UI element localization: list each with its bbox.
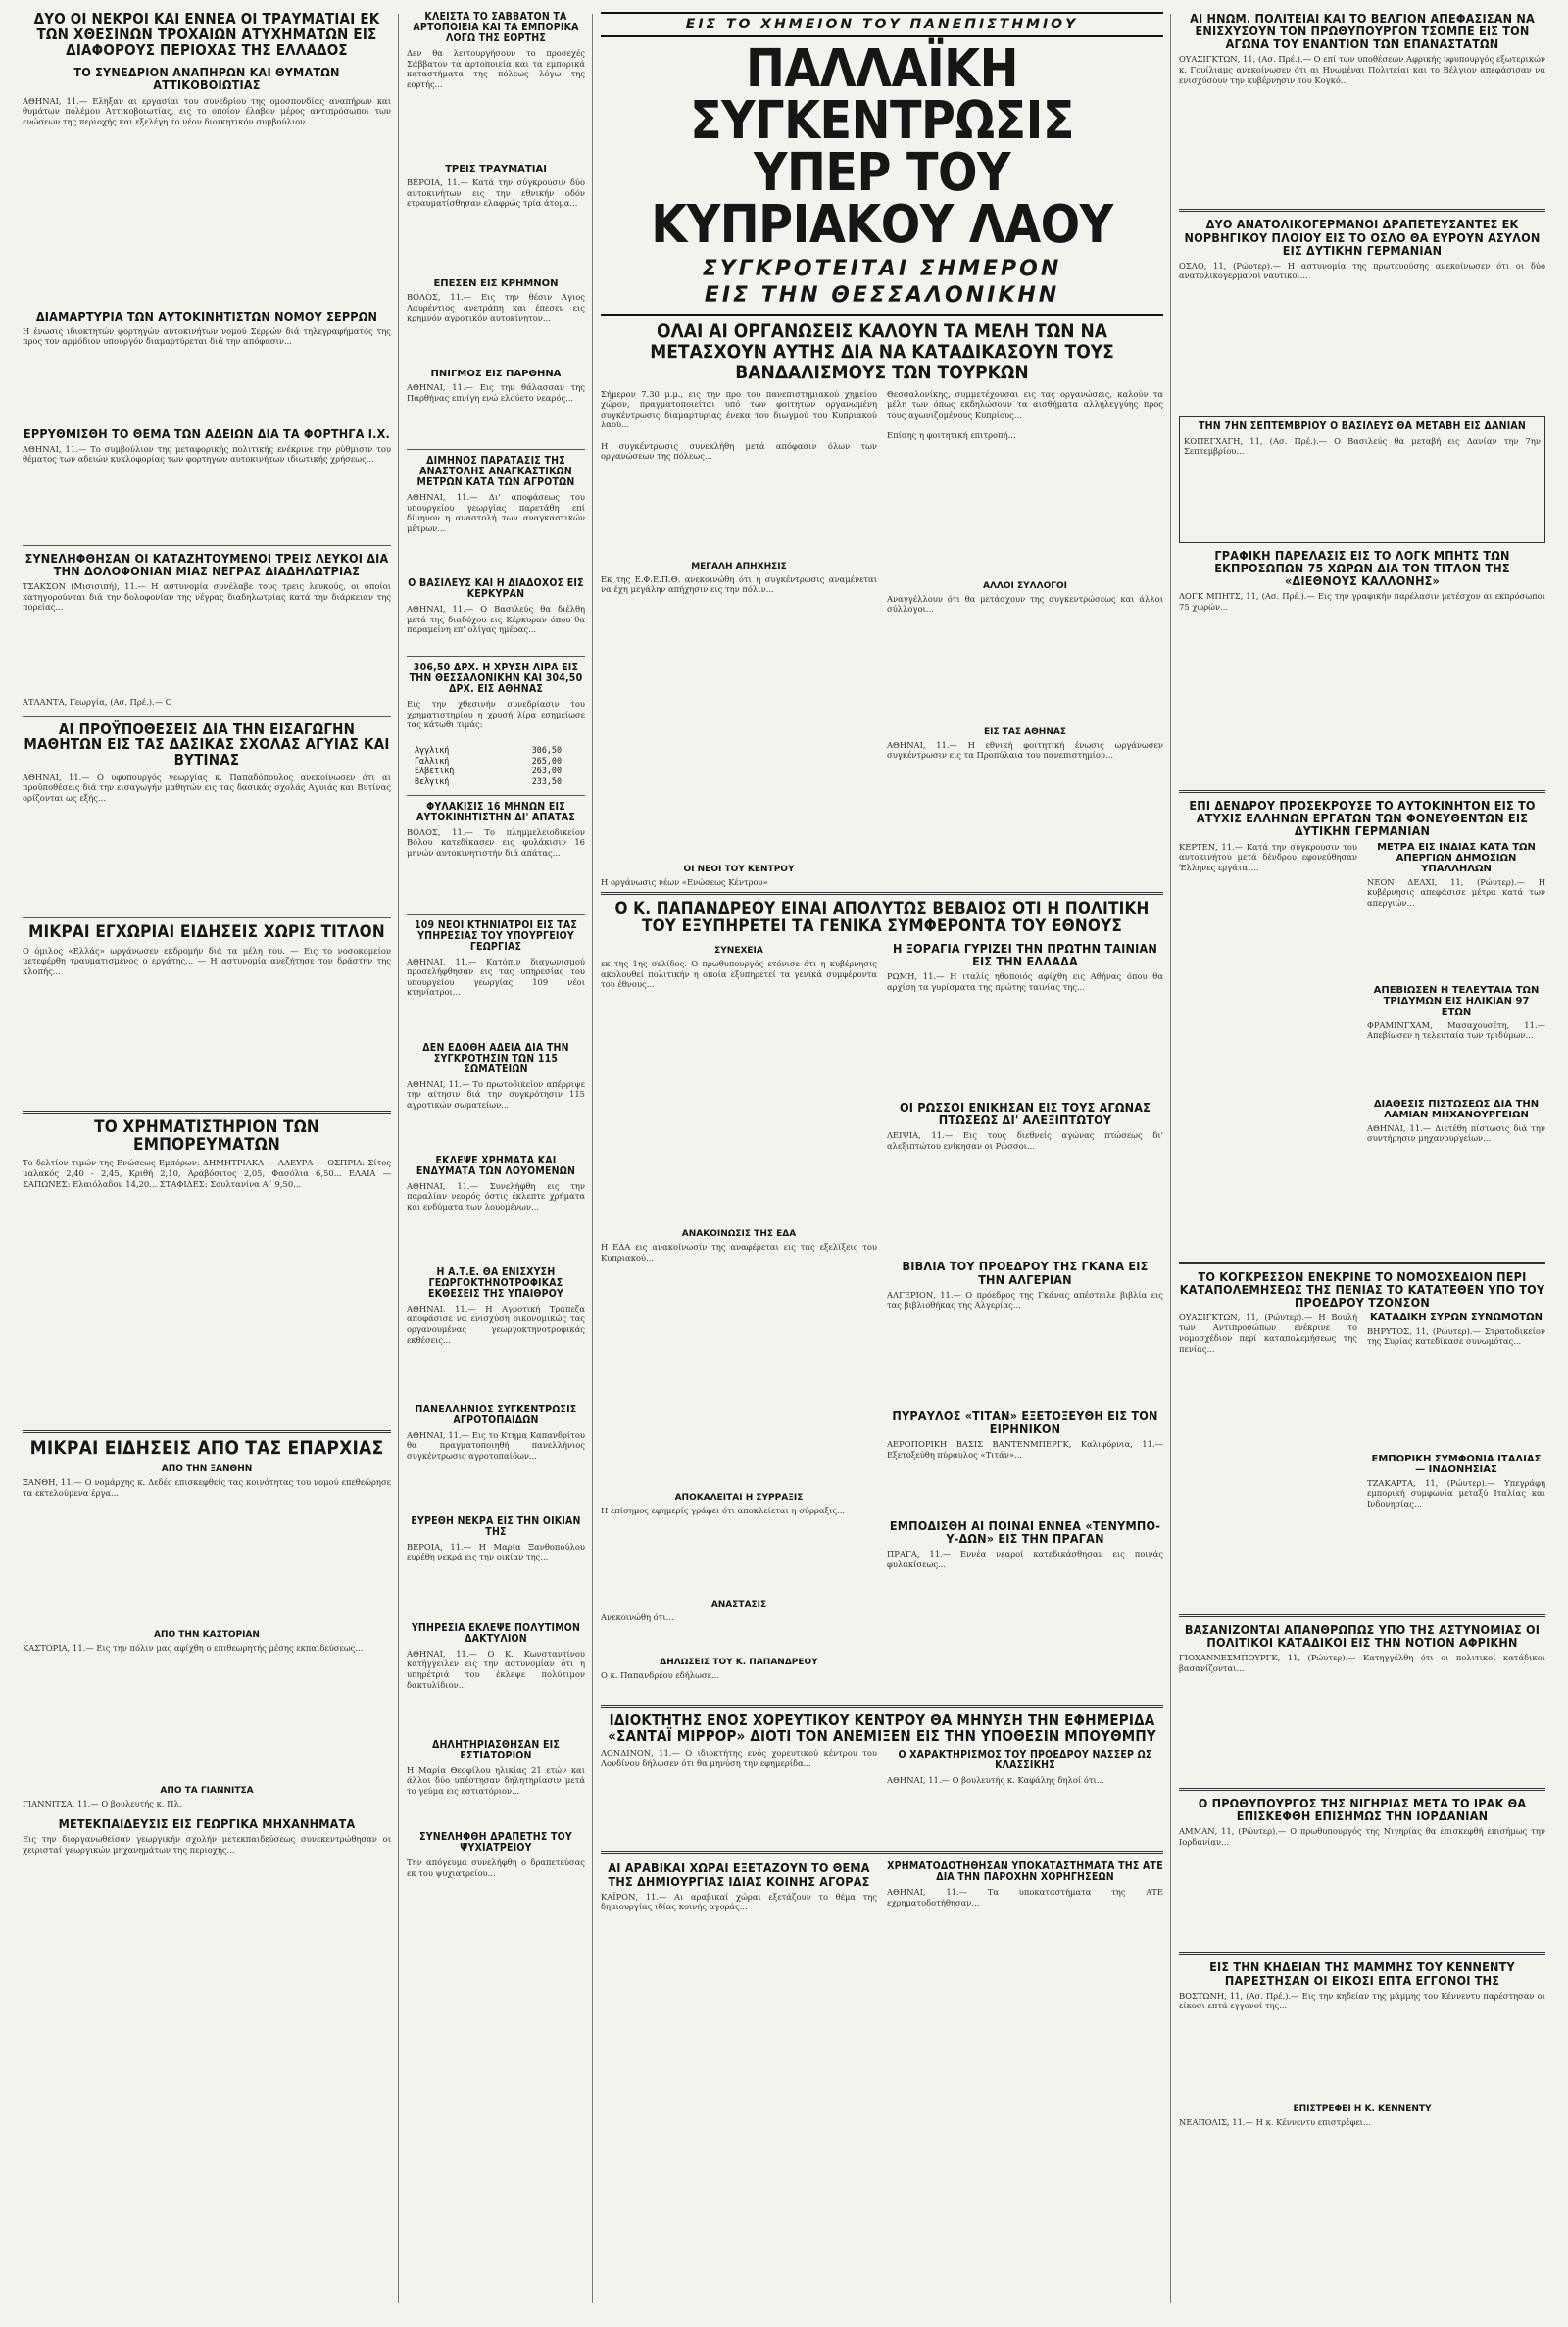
section-label: ΔΗΛΩΣΕΙΣ ΤΟΥ Κ. ΠΑΠΑΝΔΡΕΟΥ <box>660 1657 818 1667</box>
lead-body-left-column <box>601 388 880 888</box>
headline: ΑΙ ΠΡΟΫΠΟΘΕΣΕΙΣ ΔΙΑ ΤΗΝ ΕΙΣΑΓΩΓΗΝ ΜΑΘΗΤΩΝ ΕΙΣ ΤΑΣ ΔΑΣΙΚΑΣ ΣΧΟΛΑΣ ΑΓΥΙΑΣ ΚΑΙ ΒΥΤΙΝΑΣ <box>24 719 390 769</box>
article-body: ΟΥΑΣΙΓΚΤΩΝ, 11, (Ασ. Πρέ.).— Ο επί των υποθέσεων Αφρικής υφυπουργός εξωτερικών κ. Γουίλιαμς ανεκοίνωσεν ότι αι Ηνωμέναι Πολιτείαι και το Βέλγιον απεφάσισαν να ενισχύσουν την κυβέρνησιν του Κογκό... <box>1179 54 1548 85</box>
article <box>407 1403 588 1509</box>
lead-body-right-column <box>887 388 1166 888</box>
column-4 <box>1171 10 1553 2307</box>
section-label: ΜΕΓΑΛΗ ΑΠΗΧΗΣΙΣ <box>691 561 787 571</box>
headline: Ο Κ. ΠΑΠΑΝΔΡΕΟΥ ΕΙΝΑΙ ΑΠΟΛΥΤΩΣ ΒΕΒΑΙΟΣ ΟΤΙ Η ΠΟΛΙΤΙΚΗ ΤΟΥ ΕΞΥΠΗΡΕΤΕΙ ΤΑ ΓΕΝΙΚΑ ΣΥΜΦΕΡΟΝΤΑ ΤΟΥ ΕΘΝΟΥΣ <box>614 899 1150 937</box>
left-subcolumn <box>601 1748 880 1846</box>
headline: ΠΝΙΓΜΟΣ ΕΙΣ ΠΑΡΘΗΝΑ <box>430 369 562 380</box>
divider <box>407 914 585 915</box>
article-body: ΑΛΓΕΡΙΟΝ, 11.— Ο πρόεδρος της Γκάνας απέστειλε βιβλία εις τας βιβλιοθήκας της Αλγερίας... <box>887 1289 1166 1311</box>
headline: ΦΥΛΑΚΙΣΙΣ 16 ΜΗΝΩΝ ΕΙΣ ΑΥΤΟΚΙΝΗΤΙΣΤΗΝ ΔΙ' ΑΠΑΤΑΣ <box>416 800 575 823</box>
article <box>407 278 588 361</box>
article-body: ΒΕΡΟΙΑ, 11.— Κατά την σύγκρουσιν δύο αυτοκινήτων εις την εθνικήν οδόν ετραυματίσθησαν ελαφρώς τρία άτομα... <box>407 177 588 209</box>
section-label: ΑΠΟ ΤΗΝ ΞΑΝΘΗΝ <box>161 1464 253 1475</box>
article <box>1179 11 1548 201</box>
article-body: ΛΕΙΨΙΑ, 11.— Εις τους διεθνείς αγώνας πτώσεως δι' αλεξιπτώτου ενίκησαν οι Ρώσσοι... <box>887 1130 1166 1152</box>
headline: ΔΙΑΘΕΣΙΣ ΠΙΣΤΩΣΕΩΣ ΔΙΑ ΤΗΝ ΛΑΜΙΑΝ ΜΗΧΑΝΟΥΡΓΕΙΩΝ <box>1373 1098 1540 1120</box>
right-subcolumn <box>887 1859 1166 1999</box>
left-subcolumn <box>1179 1312 1360 1607</box>
article-body: ΑΘΗΝΑΙ, 11.— Συνελήφθη εις την παραλίαν νεαρός όστις έκλεπτε χρήματα και ενδύματα των λουομένων... <box>407 1180 588 1212</box>
article-body: ΑΘΗΝΑΙ, 11.— Ο Κ. Κωνσταντίνου κατήγγειλεν εις την αστυνομίαν ότι η υπηρέτριά του έκλεψε πολύτιμον δακτυλίδιον... <box>407 1648 588 1690</box>
section-label: ΑΝΑΚΟΙΝΩΣΙΣ ΤΗΣ ΕΔΑ <box>681 1228 797 1239</box>
section-label: ΑΠΟ ΤΗΝ ΚΑΣΤΟΡΙΑΝ <box>154 1630 260 1641</box>
headline: 109 ΝΕΟΙ ΚΤΗΝΙΑΤΡΟΙ ΕΙΣ ΤΑΣ ΥΠΗΡΕΣΙΑΣ ΤΟΥ ΥΠΟΥΡΓΕΙΟΥ ΓΕΩΡΓΙΑΣ <box>414 918 578 953</box>
rate-value: 263,00 <box>531 766 562 776</box>
article <box>407 1041 588 1148</box>
article-body: ΑΘΗΝΑΙ, 11.— Ο υφυπουργός γεωργίας κ. Παπαδόπουλος ανεκοίνωσεν ότι αι προϋποθέσεις διά την εισαγωγήν μαθητών εις τας δασικάς σχολάς Αγυιάς και Βυτίνας ορίζονται ως εξής... <box>23 771 394 804</box>
left-subcolumn <box>601 940 880 1700</box>
article-body: ΦΡΑΜΙΝΓΧΑΜ, Μασαχουσέτη, 11.— Απεβίωσεν η τελευταία των τριδύμων... <box>1367 1019 1548 1041</box>
headline: ΚΛΕΙΣΤΑ ΤΟ ΣΑΒΒΑΤΟΝ ΤΑ ΑΡΤΟΠΟΙΕΙΑ ΚΑΙ ΤΑ ΕΜΠΟΡΙΚΑ ΛΟΓΩ ΤΗΣ ΕΟΡΤΗΣ <box>413 11 579 45</box>
headline: ΔΙΑΜΑΡΤΥΡΙΑ ΤΩΝ ΑΥΤΟΚΙΝΗΤΙΣΤΩΝ ΝΟΜΟΥ ΣΕΡΡΩΝ <box>35 308 378 323</box>
article-body: ΑΘΗΝΑΙ, 11.— Η Αγροτική Τράπεζα αποφάσισε να ενισχύση οικονομικώς τας οργανουμένας γεωργοκτηνοτροφικάς εκθέσεις... <box>407 1303 588 1345</box>
headline: ΣΥΝΕΛΗΦΘΗΣΑΝ ΟΙ ΚΑΤΑΖΗΤΟΥΜΕΝΟΙ ΤΡΕΙΣ ΛΕΥΚΟΙ ΔΙΑ ΤΗΝ ΔΟΛΟΦΟΝΙΑΝ ΜΙΑΣ ΝΕΓΡΑΣ ΔΙΑΔΗΛΩΤΡΙΑΣ <box>24 550 389 578</box>
article-columns <box>1179 1312 1548 1607</box>
main-headline-line-2: ΥΠΕΡ ΤΟΥ ΚΥΠΡΙΑΚΟΥ ΛΑΟΥ <box>651 143 1113 255</box>
headline: ΔΗΛΗΤΗΡΙΑΣΘΗΣΑΝ ΕΙΣ ΕΣΤΙΑΤΟΡΙΟΝ <box>431 1738 561 1761</box>
article-body: ΑΘΗΝΑΙ, 11.— Δι' αποφάσεως του υπουργείου γεωργίας παρετάθη επί δίμηνον η αναστολή των αναγκαστικών μέτρων... <box>407 492 588 533</box>
article-body: Εις την χθεσινήν συνεδρίασιν του χρηματιστηρίου η χρυσή λίρα εσημείωσε τας κάτωθι τιμάς: <box>407 699 588 730</box>
headline: ΕΥΡΕΘΗ ΝΕΚΡΑ ΕΙΣ ΤΗΝ ΟΙΚΙΑΝ ΤΗΣ <box>411 1514 581 1538</box>
headline: ΤΟ ΧΡΗΜΑΤΙΣΤΗΡΙΟΝ ΤΩΝ ΕΜΠΟΡΕΥΜΑΤΩΝ <box>94 1116 319 1155</box>
divider <box>601 1705 1163 1708</box>
headline: ΙΔΙΟΚΤΗΤΗΣ ΕΝΟΣ ΧΟΡΕΥΤΙΚΟΥ ΚΕΝΤΡΟΥ ΘΑ ΜΗΝΥΣΗ ΤΗΝ ΕΦΗΜΕΡΙΔΑ «ΣΑΝΤΑΪ ΜΙΡΡΟΡ» ΔΙΟΤΙ ΤΟΝ ΑΝΕΜΙΞΕΝ ΕΙΣ ΤΗΝ ΥΠΟΘΕΣΙΝ ΜΠΟΥΘΜΠΥ <box>608 1710 1156 1745</box>
article <box>407 918 588 1035</box>
headline: ΑΠΕΒΙΩΣΕΝ Η ΤΕΛΕΥΤΑΙΑ ΤΩΝ ΤΡΙΔΥΜΩΝ ΕΙΣ ΗΛΙΚΙΑΝ 97 ΕΤΩΝ <box>1373 984 1540 1017</box>
divider <box>23 1111 391 1114</box>
article-body: ΚΕΡΤΕΝ, 11.— Κατά την σύγκρουσιν του αυτοκινήτου μετά δένδρου εφονεύθησαν Έλληνες εργάται... <box>1179 841 1360 872</box>
lead-subheadline: ΟΛΑΙ ΑΙ ΟΡΓΑΝΩΣΕΙΣ ΚΑΛΟΥΝ ΤΑ ΜΕΛΗ ΤΩΝ ΝΑ ΜΕΤΑΣΧΟΥΝ ΑΥΤΗΣ ΔΙΑ ΝΑ ΚΑΤΑΔΙΚΑΣΟΥΝ ΤΟΥΣ ΒΑΝΔΑΛΙΣΜΟΥΣ ΤΩΝ ΤΟΥΡΚΩΝ <box>650 321 1114 383</box>
article-body: ΚΑΪΡΟΝ, 11.— Αι αραβικαί χώραι εξετάζουν το θέμα της δημιουργίας ιδίας κοινής αγοράς... <box>601 1891 880 1912</box>
headline: ΕΡΡΥΘΜΙΣΘΗ ΤΟ ΘΕΜΑ ΤΩΝ ΑΔΕΙΩΝ ΔΙΑ ΤΑ ΦΟΡΤΗΓΑ Ι.Χ. <box>24 425 390 441</box>
rate-value: 306,50 <box>531 745 562 756</box>
article <box>23 550 394 708</box>
headline: ΥΠΗΡΕΣΙΑ ΕΚΛΕΨΕ ΠΟΛΥΤΙΜΟΝ ΔΑΚΤΥΛΙΟΝ <box>411 1621 581 1645</box>
section-label: ΑΠΟΚΑΛΕΙΤΑΙ Η ΣΥΡΡΑΞΙΣ <box>674 1492 804 1503</box>
article <box>407 164 588 271</box>
article-body: ΑΘΗΝΑΙ, 11.— Η εθνική φοιτητική ένωσις ωργάνωσεν συγκέντρωσιν εις τα Προπύλαια του πανεπιστημίου... <box>887 739 1166 761</box>
article <box>407 11 588 156</box>
article-body: ΒΕΡΟΙΑ, 11.— Η Μαρία Ξανθοπούλου ευρέθη νεκρά εις την οικίαν της... <box>407 1541 588 1562</box>
headline: ΣΥΝΕΛΗΦΘΗ ΔΡΑΠΕΤΗΣ ΤΟΥ ΨΥΧΙΑΤΡΕΙΟΥ <box>419 1830 572 1854</box>
article <box>1179 1959 1548 2195</box>
article <box>23 921 394 1103</box>
article-body: Την απόγευμα συνελήφθη ο δραπετεύσας εκ του ψυχιατρείου... <box>407 1857 588 1878</box>
headline: Ο ΒΑΣΙΛΕΥΣ ΚΑΙ Η ΔΙΑΔΟΧΟΣ ΕΙΣ ΚΕΡΚΥΡΑΝ <box>408 577 584 601</box>
headline: ΔΥΟ ΑΝΑΤΟΛΙΚΟΓΕΡΜΑΝΟΙ ΔΡΑΠΕΤΕΥΣΑΝΤΕΣ ΕΚ ΝΟΡΒΗΓΙΚΟΥ ΠΛΟΙΟΥ ΕΙΣ ΤΟ ΟΣΛΟ ΘΑ ΕΥΡΟΥΝ ΑΣΥΛΟΝ ΕΙΣ ΔΥΤΙΚΗΝ ΓΕΡΜΑΝΙΑΝ <box>1184 217 1541 258</box>
article-body: ΓΙΑΝΝΙΤΣΑ, 11.— Ο βουλευτής κ. Πλ. <box>23 1799 182 1809</box>
article-columns <box>601 1859 1166 1999</box>
article-body: ΑΘΗΝΑΙ, 11.— Διετέθη πίστωσις διά την συντήρησιν μηχανουργείων... <box>1367 1122 1548 1144</box>
article-body: ΝΕΟΝ ΔΕΛΧΙ, 11, (Ρώυτερ).— Η κυβέρνησις απεφάσισε μέτρα κατά των απεργιών... <box>1367 876 1548 908</box>
article-body: Η επίσημος εφημερίς γράφει ότι αποκλείεται η σύρραξις... <box>601 1505 846 1515</box>
headline: ΕΠΕΣΕΝ ΕΙΣ ΚΡΗΜΝΟΝ <box>433 278 559 290</box>
section-label: ΑΠΟ ΤΑ ΓΙΑΝΝΙΤΣΑ <box>160 1786 254 1797</box>
headline: ΕΜΠΟΡΙΚΗ ΣΥΜΦΩΝΙΑ ΙΤΑΛΙΑΣ — ΙΝΔΟΝΗΣΙΑΣ <box>1371 1453 1542 1475</box>
gold-sovereign-rates <box>415 745 585 786</box>
divider <box>1179 1262 1545 1264</box>
divider <box>601 1851 1163 1854</box>
headline: ΕΚΛΕΨΕ ΧΡΗΜΑΤΑ ΚΑΙ ΕΝΔΥΜΑΤΑ ΤΩΝ ΛΟΥΟΜΕΝΩΝ <box>416 1154 576 1177</box>
article-body: Ανεκοινώθη ότι... <box>601 1611 674 1622</box>
article-body: ΑΕΡΟΠΟΡΙΚΗ ΒΑΣΙΣ ΒΑΝΤΕΝΜΠΕΡΓΚ, Καλιφόρνια, 11.— Εξετοξεύθη πύραυλος «Τιτάν»... <box>887 1438 1166 1460</box>
article-body: Εκ της Ε.Φ.Ε.Π.Θ. ανεκοινώθη ότι η συγκέντρωσις αναμένεται να έχη μεγάλην απήχησιν εις την πόλιν... <box>601 573 880 595</box>
article-body: ΑΘΗΝΑΙ, 11.— Εις την θάλασσαν της Παρθήνας επνίγη ενώ ελούετο νεαρός... <box>407 382 588 403</box>
article-body: Η Μαρία Θεοφίλου ηλικίας 21 ετών και άλλοι δύο υπέστησαν δηλητηρίασιν μετά το γεύμα εις εστιατόριον... <box>407 1764 588 1797</box>
article-body: ΑΘΗΝΑΙ, 11.— Εληξαν αι εργασίαι του συνεδρίου της ομοσπονδίας αναπήρων και θυμάτων πολέμου Αττικοβοιωτίας, εις το οποίον έλαβον μέρος αντιπρόσωποι των ενώσεων της περιοχής και εξελέγη το νέον διοικητικόν συμβούλιον... <box>23 95 394 126</box>
right-subcolumn <box>887 1748 1163 1846</box>
article <box>23 719 394 910</box>
article-body: ΑΘΗΝΑΙ, 11.— Ο βουλευτής κ. Καφάλης δηλοί ότι... <box>887 1775 1104 1786</box>
rate-row <box>415 756 562 767</box>
rate-value: 233,50 <box>531 775 562 786</box>
article <box>23 425 394 537</box>
newspaper-page <box>15 10 1553 2307</box>
article-body: Η ΕΔΑ εις ανακοίνωσίν της αναφέρεται εις τας εξελίξεις του Κυπριακού... <box>601 1241 880 1263</box>
deck <box>601 257 1163 316</box>
headline: ΜΙΚΡΑΙ ΕΓΧΩΡΙΑΙ ΕΙΔΗΣΕΙΣ ΧΩΡΙΣ ΤΙΤΛΟΝ <box>28 921 385 942</box>
article <box>1179 1621 1548 1780</box>
headline: ΑΙ ΑΡΑΒΙΚΑΙ ΧΩΡΑΙ ΕΞΕΤΑΖΟΥΝ ΤΟ ΘΕΜΑ ΤΗΣ ΔΗΜΙΟΥΡΓΙΑΣ ΙΔΙΑΣ ΚΟΙΝΗΣ ΑΓΟΡΑΣ <box>608 1860 870 1889</box>
article <box>407 1514 588 1615</box>
article-body: εκ της 1ης σελίδος. Ο πρωθυπουργός ετόνισε ότι η κυβέρνησις ακολουθεί πολιτικήν η οποία εξυπηρετεί τα γενικά συμφέροντα του έθνους... <box>601 958 880 990</box>
article <box>23 1815 394 1961</box>
rate-name: Βελγική <box>415 775 450 786</box>
divider <box>407 656 585 657</box>
article-body: ΤΖΑΚΑΡΤΑ, 11, (Ρώυτερ).— Υπεγράφη εμπορική συμφωνία μεταξύ Ιταλίας και Ινδονησίας... <box>1367 1477 1548 1510</box>
article-body: Το δελτίον τιμών της Ενώσεως Εμπόρων: ΔΗΜΗΤΡΙΑΚΑ — ΑΛΕΥΡΑ — ΟΣΠΡΙΑ: Σίτος μαλακός 2,40 - 2,45, Κριθή 2,10, Αραβόσιτος 2,05, Φασόλια 6,50... ΕΛΑΙΑ — ΣΑΠΩΝΕΣ: Ελαιόλαδον 14,20... ΣΤΑΦΙΔΕΣ: Σουλτανίνα Α΄ 9,50... <box>23 1158 394 1189</box>
section-label: ΕΠΙΣΤΡΕΦΕΙ Η Κ. ΚΕΝΝΕΝΤΥ <box>1293 2104 1432 2114</box>
article-body: ΓΙΟΧΑΝΝΕΣΜΠΟΥΡΓΚ, 11, (Ρώυτερ).— Κατηγγέλθη ότι οι πολιτικοί κατάδικοι βασανίζονται... <box>1179 1653 1548 1673</box>
article-body: Δεν θα λειτουργήσουν το προσεχές Σάββατον τα αρτοποιεία και τα εμπορικά καταστήματα της πόλεως λόγω της εορτής... <box>407 48 588 89</box>
headline: Ο ΠΡΩΘΥΠΟΥΡΓΟΣ ΤΗΣ ΝΙΓΗΡΙΑΣ ΜΕΤΑ ΤΟ ΙΡΑΚ ΘΑ ΕΠΙΣΚΕΦΘΗ ΕΠΙΣΗΜΩΣ ΤΗΝ ΙΟΡΔΑΝΙΑΝ <box>1198 1796 1527 1824</box>
article-body: ΒΗΡΥΤΟΣ, 11, (Ρώυτερ).— Στρατοδικείον της Συρίας κατεδίκασε συνωμότας... <box>1367 1325 1548 1347</box>
article <box>23 12 391 58</box>
headline: Η ΞΟΡΑΓΙΑ ΓΥΡΙΖΕΙ ΤΗΝ ΠΡΩΤΗΝ ΤΑΙΝΙΑΝ ΕΙΣ ΤΗΝ ΕΛΛΑΔΑ <box>892 940 1158 969</box>
headline: ΒΑΣΑΝΙΖΟΝΤΑΙ ΑΠΑΝΘΡΩΠΩΣ ΥΠΟ ΤΗΣ ΑΣΤΥΝΟΜΙΑΣ ΟΙ ΠΟΛΙΤΙΚΟΙ ΚΑΤΑΔΙΚΟΙ ΕΙΣ ΤΗΝ ΝΟΤΙΟΝ ΑΦΡΙΚΗΝ <box>1184 1621 1541 1651</box>
article-body: Αναγγέλλουν ότι θα μετάσχουν της συγκεντρώσεως και άλλοι σύλλογοι... <box>887 593 1166 615</box>
article <box>407 455 588 570</box>
right-subcolumn <box>887 940 1166 1700</box>
rate-name: Γαλλική <box>415 755 450 766</box>
article <box>407 577 588 648</box>
column-1 <box>15 10 399 2307</box>
divider <box>23 716 391 717</box>
headline: 306,50 ΔΡΧ. Η ΧΡΥΣΗ ΛΙΡΑ ΕΙΣ ΤΗΝ ΘΕΣΣΑΛΟΝΙΚΗΝ ΚΑΙ 304,50 ΔΡΧ. ΕΙΣ ΑΘΗΝΑΣ <box>409 662 583 696</box>
section-label: ΕΙΣ ΤΑΣ ΑΘΗΝΑΣ <box>984 726 1066 737</box>
rate-row <box>415 766 562 776</box>
article-body: Η ένωσις ιδιοκτητών φορτηγών αυτοκινήτων νομού Σερρών διά τηλεγραφήματός της προς τον αρμόδιον υπουργόν διαμαρτύρεται διά την απόφασιν... <box>23 325 394 347</box>
lead-body-columns <box>601 388 1166 888</box>
section-label: ΣΥΝΕΧΕΙΑ <box>714 945 763 956</box>
divider <box>1179 790 1545 793</box>
article-body: ΚΟΠΕΓΧΑΓΗ, 11, (Ασ. Πρέ.).— Ο Βασιλεύς θα μεταβή εις Δανίαν την 7ην Σεπτεμβρίου... <box>1184 435 1544 457</box>
article <box>1179 547 1548 782</box>
article <box>23 1116 394 1423</box>
article-body: ΒΟΣΤΩΝΗ, 11, (Ασ. Πρέ.).— Εις την κηδείαν της μάμμης του Κέννεντυ παρέστησαν οι είκοσι επτά εγγονοί της... <box>1179 1990 1548 2011</box>
kicker: ΕΙΣ ΤΟ ΧΗΜΕΙΟΝ ΤΟΥ ΠΑΝΕΠΙΣΤΗΜΙΟΥ <box>601 12 1163 37</box>
headline: ΠΥΡΑΥΛΟΣ «ΤΙΤΑΝ» ΕΞΕΤΟΞΕΥΘΗ ΕΙΣ ΤΟΝ ΕΙΡΗΝΙΚΟΝ <box>892 1408 1158 1436</box>
headline: ΚΑΤΑΔΙΚΗ ΣΥΡΩΝ ΣΥΝΩΜΟΤΩΝ <box>1370 1312 1543 1323</box>
headline: ΤΡΕΙΣ ΤΡΑΥΜΑΤΙΑΙ <box>445 164 547 175</box>
article <box>407 1738 588 1824</box>
section-label: ΑΛΛΟΙ ΣΥΛΛΟΓΟΙ <box>982 580 1067 591</box>
divider <box>23 1430 391 1433</box>
headline: ΟΙ ΡΩΣΣΟΙ ΕΝΙΚΗΣΑΝ ΕΙΣ ΤΟΥΣ ΑΓΩΝΑΣ ΠΤΩΣΕΩΣ ΔΙ' ΑΛΕΞΙΠΤΩΤΟΥ <box>899 1100 1152 1128</box>
divider <box>1179 1952 1545 1955</box>
section-label: ΑΝΑΣΤΑΣΙΣ <box>710 1599 767 1609</box>
left-subcolumn <box>1179 841 1360 1254</box>
divider <box>23 917 391 918</box>
headline: ΕΜΠΟΔΙΣΘΗ ΑΙ ΠΟΙΝΑΙ ΕΝΝΕΑ «ΤΕΝΥΜΠΟ-Υ-ΔΩΝ» ΕΙΣ ΤΗΝ ΠΡΑΓΑΝ <box>889 1517 1161 1547</box>
rate-row <box>415 745 562 756</box>
article-body: ΑΘΗΝΑΙ, 11.— Κατόπιν διαγωνισμού προσελήφθησαν εις τας υπηρεσίας του υπουργείου γεωργίας 109 νέοι κτηνίατροι... <box>407 956 588 998</box>
article-body: ΑΘΗΝΑΙ, 11.— Εις το Κτήμα Καπανδρίτου θα πραγματοποιηθή πανελλήνιος συγκέντρωσις αγροτοπαίδων... <box>407 1429 588 1461</box>
deck-line-1: ΣΥΓΚΡΟΤΕΙΤΑΙ ΣΗΜΕΡΟΝ <box>702 257 1062 281</box>
article-body: ΤΣΑΚΣΟΝ (Μισισιπή), 11.— Η αστυνομία συνέλαβε τους τρεις λευκούς, οι οποίοι κατηγορούνται διά την δολοφονίαν της νέγρας διαδηλωτρίας κατά την διάρκειαν της πορείας... <box>23 581 394 613</box>
headline: ΕΠΙ ΔΕΝΔΡΟΥ ΠΡΟΣΕΚΡΟΥΣΕ ΤΟ ΑΥΤΟΚΙΝΗΤΟΝ ΕΙΣ ΤΟ ΑΤΥΧΙΣ ΕΛΛΗΝΩΝ ΕΡΓΑΤΩΝ ΤΩΝ ΦΟΝΕΥΘΕΝΤΩΝ ΕΙΣ ΔΥΤΙΚΗΝ ΓΕΡΜΑΝΙΑΝ <box>1189 798 1536 839</box>
article-body: ΚΑΣΤΟΡΙΑ, 11.— Εις την πόλιν μας αφίχθη ο επιθεωρητής μέσης εκπαιδεύσεως... <box>23 1643 364 1654</box>
column-2 <box>399 10 593 2307</box>
headline: ΔΙΜΗΝΟΣ ΠΑΡΑΤΑΣΙΣ ΤΗΣ ΑΝΑΣΤΟΛΗΣ ΑΝΑΓΚΑΣΤΙΚΩΝ ΜΕΤΡΩΝ ΚΑΤΑ ΤΩΝ ΑΓΡΟΤΩΝ <box>416 455 575 489</box>
headline: ΓΡΑΦΙΚΗ ΠΑΡΕΛΑΣΙΣ ΕΙΣ ΤΟ ΛΟΓΚ ΜΠΗΤΣ ΤΩΝ ΕΚΠΡΟΣΩΠΩΝ 75 ΧΩΡΩΝ ΔΙΑ ΤΟΝ ΤΙΤΛΟΝ ΤΗΣ «ΔΙΕΘΝΟΥΣ ΚΑΛΛΟΝΗΣ» <box>1214 547 1510 589</box>
article <box>407 369 588 441</box>
right-subcolumn <box>1367 1312 1548 1607</box>
article <box>1179 217 1548 407</box>
article-body: ΒΟΛΟΣ, 11.— Το πλημμελειοδικείον Βόλου κατεδίκασεν εις φυλάκισιν 16 μηνών αυτοκινητιστήν διά απάτας... <box>407 826 588 858</box>
right-subcolumn <box>1367 841 1548 1254</box>
article-body: ΝΕΑΠΟΛΙΣ, 11.— Η κ. Κέννεντυ επιστρέφει... <box>1179 2116 1371 2127</box>
article <box>407 1154 588 1260</box>
article-body: Ο όμιλος «Ελλάς» ωργάνωσεν εκδρομήν διά τα μέλη του. — Εις το νοσοκομείον μετεφέρθη τραυματισμένος ο εργάτης... — Η αστυνομία ανεζήτησε τον δράστην της κλοπής... <box>23 945 394 976</box>
article <box>407 1265 588 1397</box>
rate-row <box>415 776 562 787</box>
article-columns <box>601 940 1166 1700</box>
divider <box>1179 1614 1545 1617</box>
article <box>407 662 588 786</box>
headline: ΜΕΤΕΚΠΑΙΔΕΥΣΙΣ ΕΙΣ ΓΕΩΡΓΙΚΑ ΜΗΧΑΝΗΜΑΤΑ <box>58 1815 356 1831</box>
headline: Η Α.Τ.Ε. ΘΑ ΕΝΙΣΧΥΣΗ ΓΕΩΡΓΟΚΤΗΝΟΤΡΟΦΙΚΑΣ ΕΚΘΕΣΕΙΣ ΤΗΣ ΥΠΑΙΘΡΟΥ <box>427 1265 564 1300</box>
article-body: Θεσσαλονίκης, συμμετέχουσαι εις τας οργανώσεις, καλούν τα μέλη των όπως εκδηλώσουν τα αισθήματα αλληλεγγύης προς τους αγωνιζομένους Κυπρίους... Επίσης η φοιτητική επιτροπή... <box>887 388 1163 441</box>
headline: ΧΡΗΜΑΤΟΔΟΤΗΘΗΣΑΝ ΥΠΟΚΑΤΑΣΤΗΜΑΤΑ ΤΗΣ ΑΤΕ ΔΙΑ ΤΗΝ ΠΑΡΟΧΗΝ ΧΟΡΗΓΗΣΕΩΝ <box>887 1860 1163 1884</box>
headline: ΕΙΣ ΤΗΝ ΚΗΔΕΙΑΝ ΤΗΣ ΜΑΜΜΗΣ ΤΟΥ ΚΕΝΝΕΝΤΥ ΠΑΡΕΣΤΗΣΑΝ ΟΙ ΕΙΚΟΣΙ ΕΠΤΑ ΕΓΓΟΝΟΙ ΤΗΣ <box>1209 1959 1515 1988</box>
headline: ΜΕΤΡΑ ΕΙΣ ΙΝΔΙΑΣ ΚΑΤΑ ΤΩΝ ΑΠΕΡΓΙΩΝ ΔΗΜΟΣΙΩΝ ΥΠΑΛΛΗΛΩΝ <box>1377 841 1536 874</box>
headline: ΤΟ ΣΥΝΕΔΡΙΟΝ ΑΝΑΠΗΡΩΝ ΚΑΙ ΘΥΜΑΤΩΝ ΑΤΤΙΚΟΒΟΙΩΤΙΑΣ <box>74 65 340 93</box>
article-body: ΛΟΝΔΙΝΟΝ, 11.— Ο ιδιοκτήτης ενός χορευτικού κέντρου του Λονδίνου δήλωσεν ότι θα μηνύση την εφημερίδα... <box>601 1748 880 1769</box>
divider <box>1179 209 1545 212</box>
article <box>23 1437 394 1809</box>
boxed-article <box>1179 416 1545 543</box>
article <box>1179 798 1548 1253</box>
article <box>407 800 588 906</box>
article-body: ΡΩΜΗ, 11.— Η ιταλίς ηθοποιός αφίχθη εις Αθήνας όπου θα αρχίση τα γυρίσματα της πρώτης ταινίας της... <box>887 971 1166 992</box>
article-body: ΟΣΛΟ, 11, (Ρώυτερ).— Η αστυνομία της πρωτευούσης ανεκοίνωσεν ότι οι δύο ανατολικογερμανοί ναυτικοί... <box>1179 260 1548 281</box>
article-body: ΑΘΗΝΑΙ, 11.— Τα υποκαταστήματα της ΑΤΕ εχρηματοδοτήθησαν... <box>887 1887 1166 1908</box>
article-body: ΑΜΜΑΝ, 11, (Ρώυτερ).— Ο πρωθυπουργός της Νιγηρίας θα επισκεφθή επισήμως την Ιορδανίαν... <box>1179 1826 1548 1847</box>
divider <box>601 892 1163 895</box>
headline: ΜΙΚΡΑΙ ΕΙΔΗΣΕΙΣ ΑΠΟ ΤΑΣ ΕΠΑΡΧΙΑΣ <box>29 1437 384 1460</box>
article-body: ΑΘΗΝΑΙ, 11.— Ο Βασιλεύς θα διέλθη μετά της διαδόχου εις Κέρκυραν όπου θα παραμείνη επ' ολίγας ημέρας... <box>407 604 588 635</box>
rate-value: 265,00 <box>531 755 562 766</box>
article-columns <box>601 1748 1163 1846</box>
dateline: ΑΤΛΑΝΤΑ, Γεωργία, (Ασ. Πρέ.).— Ο <box>23 697 172 707</box>
article-body: ΠΡΑΓΑ, 11.— Εννέα νεαροί κατεδικάσθησαν εις ποινάς φυλακίσεως... <box>887 1549 1166 1569</box>
headline: ΤΟ ΚΟΓΚΡΕΣΣΟΝ ΕΝΕΚΡΙΝΕ ΤΟ ΝΟΜΟΣΧΕΔΙΟΝ ΠΕΡΙ ΚΑΤΑΠΟΛΕΜΗΣΕΩΣ ΤΗΣ ΠΕΝΙΑΣ ΤΟ ΚΑΤΑΤΕΘΕΝ ΥΠΟ ΤΟΥ ΠΡΟΕΔΡΟΥ ΤΖΟΝΣΟΝ <box>1179 1268 1545 1310</box>
article-columns <box>1179 841 1548 1254</box>
article-body: ΞΑΝΘΗ, 11.— Ο νομάρχης κ. Δεδές επισκεφθείς τας κοινότητας του νομού επεθεώρησε τα εκτελούμενα έργα... <box>23 1477 394 1498</box>
left-subcolumn <box>601 1859 880 1999</box>
headline: Ο ΧΑΡΑΚΤΗΡΙΣΜΟΣ ΤΟΥ ΠΡΟΕΔΡΟΥ ΝΑΣΣΕΡ ΩΣ ΚΛΑΣΣΙΚΗΣ <box>898 1749 1152 1772</box>
divider <box>23 545 391 546</box>
article <box>23 308 394 420</box>
article-body: Ο κ. Παπανδρέου εδήλωσε... <box>601 1669 719 1680</box>
article <box>23 65 394 301</box>
headline: ΒΙΒΛΙΑ ΤΟΥ ΠΡΟΕΔΡΟΥ ΤΗΣ ΓΚΑΝΑ ΕΙΣ ΤΗΝ ΑΛΓΕΡΙΑΝ <box>902 1259 1149 1287</box>
article-body: ΑΘΗΝΑΙ, 11.— Το συμβούλιον της μεταφορικής πολιτικής ενέκρινε την ρύθμισιν του θέματος των αδειών κυκλοφορίας των φορτηγών αυτοκινήτων ιδιωτικής χρήσεως... <box>23 443 394 465</box>
headline: ΔΕΝ ΕΔΟΘΗ ΑΔΕΙΑ ΔΙΑ ΤΗΝ ΣΥΓΚΡΟΤΗΣΙΝ ΤΩΝ 115 ΣΩΜΑΤΕΙΩΝ <box>422 1041 569 1075</box>
headline: ΑΙ ΗΝΩΜ. ΠΟΛΙΤΕΙΑΙ ΚΑΙ ΤΟ ΒΕΛΓΙΟΝ ΑΠΕΦΑΣΙΣΑΝ ΝΑ ΕΝΙΣΧΥΣΟΥΝ ΤΟΝ ΠΡΩΘΥΠΟΥΡΓΟΝ ΤΣΟΜΠΕ ΕΙΣ ΤΟΝ ΑΓΩΝΑ ΤΟΥ ΕΝΑΝΤΙΟΝ ΤΩΝ ΕΠΑΝΑΣΤΑΤΩΝ <box>1190 11 1535 52</box>
main-headline-line-1: ΠΑΛΛΑΪΚΗ ΣΥΓΚΕΝΤΡΩΣΙΣ <box>690 39 1074 151</box>
column-3-lead <box>593 10 1171 2307</box>
headline: ΤΗΝ 7ΗΝ ΣΕΠΤΕΜΒΡΙΟΥ Ο ΒΑΣΙΛΕΥΣ ΘΑ ΜΕΤΑΒΗ ΕΙΣ ΔΑΝΙΑΝ <box>1198 420 1527 432</box>
article-body: ΒΟΛΟΣ, 11.— Εις την θέσιν Αγιος Λαυρέντιος ανετράπη και έπεσεν εις κρημνόν αγροτικόν αυτοκίνητον... <box>407 292 588 323</box>
article-body: ΛΟΓΚ ΜΠΗΤΣ, 11, (Ασ. Πρέ.).— Εις την γραφικήν παρέλασιν μετέσχον αι εκπρόσωποι 75 χωρών... <box>1179 591 1548 612</box>
article <box>407 1830 588 1916</box>
article-body: ΑΘΗΝΑΙ, 11.— Το πρωτοδικείον απέρριψε την αίτησιν διά την συγκρότησιν 115 αγροτικών σωματείων... <box>407 1078 588 1110</box>
rate-name: Αγγλική <box>415 745 450 756</box>
article-body: Σήμερον 7.30 μ.μ., εις την προ του πανεπιστημιακού χημείου χώρον, πραγματοποιείται υπό των φοιτητών οργανωμένη συγκέντρωσις διαμαρτυρίας ένεκα του διωγμού του Κυπριακού λαού... Η συγκέντρωσις συνεκλήθη μετά απόφασιν όλων των οργανώσεων της πόλεως... <box>601 388 877 462</box>
article <box>407 1621 588 1732</box>
headline: ΔΥΟ ΟΙ ΝΕΚΡΟΙ ΚΑΙ ΕΝΝΕΑ ΟΙ ΤΡΑΥΜΑΤΙΑΙ ΕΚ ΤΩΝ ΧΘΕΣΙΝΩΝ ΤΡΟΧΑΙΩΝ ΑΤΥΧΗΜΑΤΩΝ ΕΙΣ ΔΙΑΦΟΡΟΥΣ ΠΕΡΙΟΧΑΣ ΤΗΣ ΕΛΛΑΔΟΣ <box>33 10 380 59</box>
article-body: Εις την διοργανωθείσαν γεωργικήν σχολήν μετεκπαιδεύσεως συνεκεντρώθησαν οι χειρισταί γεωργικών μηχανημάτων της περιοχής... <box>23 1834 394 1855</box>
divider <box>1179 1788 1545 1791</box>
divider <box>407 795 585 796</box>
divider <box>407 449 585 450</box>
rate-name: Ελβετική <box>415 766 455 776</box>
article-body: Η οργάνωσις νέων «Ενώσεως Κέντρου» <box>601 876 768 887</box>
article <box>1179 1268 1548 1607</box>
headline: ΠΑΝΕΛΛΗΝΙΟΣ ΣΥΓΚΕΝΤΡΩΣΙΣ ΑΓΡΟΤΟΠΑΙΔΩΝ <box>415 1403 577 1426</box>
deck-line-2: ΕΙΣ ΤΗΝ ΘΕΣΣΑΛΟΝΙΚΗΝ <box>704 283 1060 308</box>
article <box>1179 1796 1548 1944</box>
article-body: ΟΥΑΣΙΓΚΤΩΝ, 11, (Ρώυτερ).— Η Βουλή των Αντιπροσώπων ενέκρινε το νομοσχέδιον περί καταπολεμήσεως της πενίας... <box>1179 1312 1360 1354</box>
section-label: ΟΙ ΝΕΟΙ ΤΟΥ ΚΕΝΤΡΟΥ <box>683 864 795 874</box>
